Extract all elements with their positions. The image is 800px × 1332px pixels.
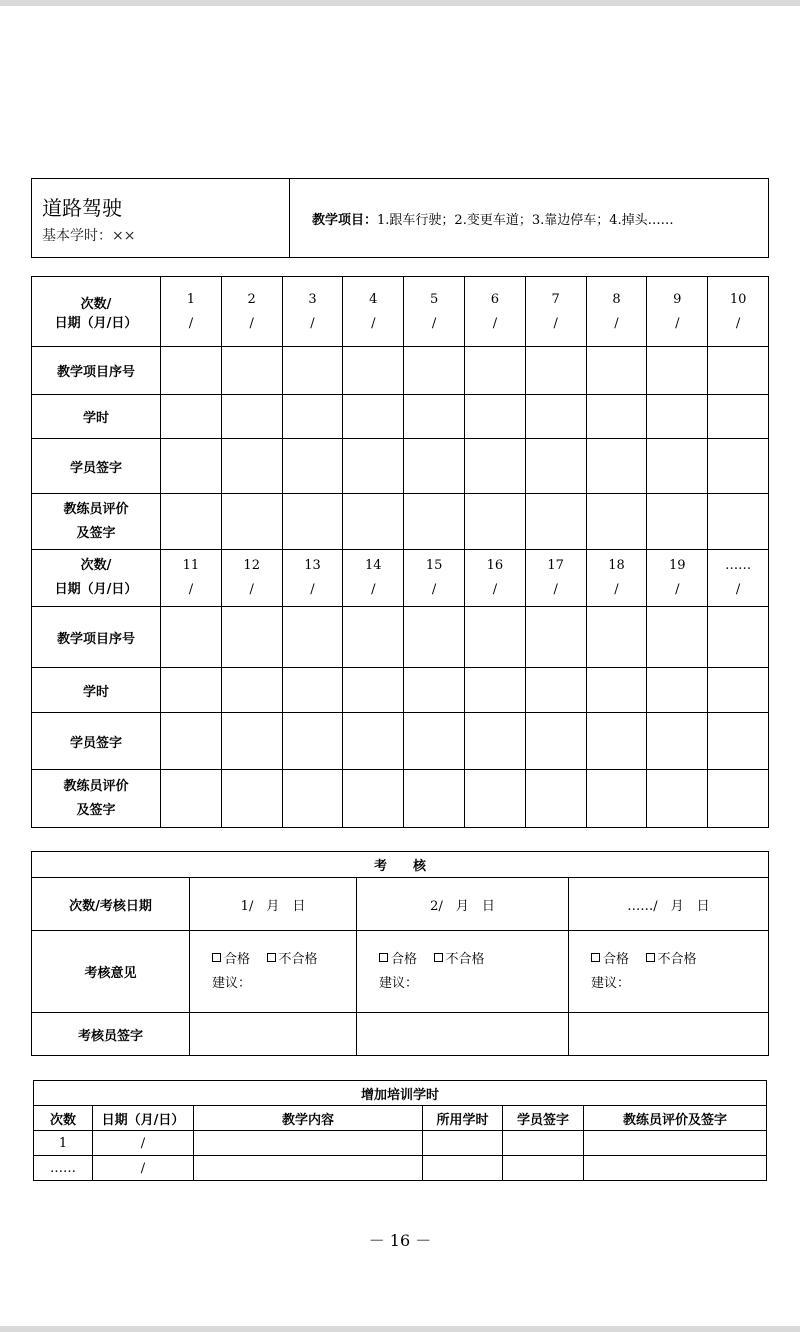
input-cell[interactable]	[647, 395, 708, 439]
input-cell[interactable]	[161, 607, 222, 668]
table-row	[32, 607, 769, 668]
input-cell[interactable]	[404, 607, 465, 668]
input-cell[interactable]	[586, 668, 647, 713]
input-cell[interactable]	[282, 713, 343, 770]
fail-checkbox[interactable]	[267, 953, 276, 962]
input-cell[interactable]	[161, 439, 222, 494]
table-row	[32, 550, 769, 607]
table-row	[32, 347, 769, 395]
table-row	[32, 931, 769, 1013]
session-cell[interactable]: 15 /	[404, 550, 465, 607]
session-cell[interactable]: 1 /	[161, 277, 222, 347]
table-row	[32, 668, 769, 713]
input-cell[interactable]	[282, 770, 343, 828]
input-cell[interactable]	[221, 395, 282, 439]
input-cell[interactable]	[404, 347, 465, 395]
input-cell[interactable]	[708, 607, 769, 668]
advice-label: 建议：	[212, 975, 252, 991]
exam-opinion-cell[interactable]: 合格 不合格 建议：	[190, 931, 357, 1013]
input-cell[interactable]	[586, 713, 647, 770]
advice-label: 建议：	[591, 975, 631, 991]
exam-opinion-label: 考核意见	[32, 931, 190, 1013]
student-sign-label: 学员签字	[32, 439, 161, 494]
exam-table	[31, 851, 769, 1056]
input-cell[interactable]	[221, 347, 282, 395]
input-cell[interactable]	[647, 494, 708, 550]
table-row	[32, 770, 769, 828]
table-row	[32, 277, 769, 347]
input-cell[interactable]	[221, 770, 282, 828]
input-cell[interactable]	[464, 347, 525, 395]
session-cell[interactable]: 6 /	[464, 277, 525, 347]
table-row	[34, 1081, 767, 1106]
exam-date-cell[interactable]: 2/ 月 日	[357, 878, 569, 931]
input-cell[interactable]	[525, 770, 586, 828]
session-cell[interactable]: …… /	[708, 550, 769, 607]
input-cell[interactable]	[584, 1156, 767, 1181]
input-cell[interactable]	[586, 770, 647, 828]
input-cell[interactable]	[464, 668, 525, 713]
advice-label: 建议：	[379, 975, 419, 991]
input-cell[interactable]	[708, 347, 769, 395]
project-label: 教学项目：	[312, 212, 378, 228]
exam-opinion-cell[interactable]: 合格 不合格 建议：	[357, 931, 569, 1013]
session-cell[interactable]: 19 /	[647, 550, 708, 607]
input-cell[interactable]	[647, 607, 708, 668]
input-cell[interactable]	[161, 494, 222, 550]
input-cell[interactable]	[586, 494, 647, 550]
input-cell[interactable]	[525, 668, 586, 713]
input-cell[interactable]	[404, 770, 465, 828]
session-cell[interactable]: 4 /	[343, 277, 404, 347]
input-cell[interactable]	[647, 347, 708, 395]
input-cell[interactable]	[464, 494, 525, 550]
project-items: 1.跟车行驶；2.变更车道；3.靠边停车；4.掉头……	[377, 212, 674, 228]
col-header-content: 教学内容	[194, 1106, 423, 1131]
input-cell[interactable]	[525, 395, 586, 439]
subject-header	[31, 178, 769, 258]
input-cell[interactable]	[569, 1013, 769, 1056]
input-cell[interactable]	[464, 713, 525, 770]
input-cell[interactable]	[282, 607, 343, 668]
input-cell[interactable]	[343, 713, 404, 770]
basic-hours: 基本学时：××	[42, 227, 136, 244]
exam-title: 考 核	[32, 852, 769, 878]
input-cell[interactable]	[708, 494, 769, 550]
col-header-coach-eval: 教练员评价及签字	[584, 1106, 767, 1131]
input-cell[interactable]	[343, 347, 404, 395]
session-cell[interactable]: 10 /	[708, 277, 769, 347]
session-cell[interactable]: 2 /	[221, 277, 282, 347]
session-cell[interactable]: 11 /	[161, 550, 222, 607]
pass-checkbox[interactable]	[591, 953, 600, 962]
input-cell[interactable]	[586, 607, 647, 668]
input-cell[interactable]	[423, 1156, 503, 1181]
subject-title-cell	[32, 179, 290, 258]
input-cell[interactable]	[584, 1131, 767, 1156]
input-cell[interactable]	[404, 439, 465, 494]
session-date-label: 次数/ 日期（月/日）	[32, 277, 161, 347]
input-cell[interactable]	[357, 1013, 569, 1056]
input-cell[interactable]	[343, 770, 404, 828]
input-cell[interactable]	[708, 395, 769, 439]
table-row	[32, 439, 769, 494]
table-row	[32, 395, 769, 439]
input-cell[interactable]	[194, 1156, 423, 1181]
input-cell[interactable]	[221, 668, 282, 713]
col-header-count: 次数	[34, 1106, 93, 1131]
input-cell[interactable]	[503, 1131, 584, 1156]
input-cell[interactable]	[586, 439, 647, 494]
session-cell[interactable]: 14 /	[343, 550, 404, 607]
input-cell[interactable]	[282, 395, 343, 439]
input-cell[interactable]	[647, 668, 708, 713]
extra-training-table	[33, 1080, 767, 1181]
input-cell[interactable]	[343, 668, 404, 713]
schedule-table	[31, 276, 769, 828]
input-cell[interactable]	[525, 439, 586, 494]
input-cell[interactable]	[647, 713, 708, 770]
page-number: － 16 －	[368, 1231, 432, 1250]
student-sign-label: 学员签字	[32, 713, 161, 770]
input-cell[interactable]	[190, 1013, 357, 1056]
table-row	[34, 1156, 767, 1181]
session-cell[interactable]: 16 /	[464, 550, 525, 607]
coach-eval-label: 教练员评价 及签字	[32, 494, 161, 550]
project-cell	[290, 179, 769, 258]
input-cell[interactable]	[708, 668, 769, 713]
session-cell[interactable]: 8 /	[586, 277, 647, 347]
input-cell[interactable]	[464, 439, 525, 494]
fail-checkbox[interactable]	[434, 953, 443, 962]
input-cell[interactable]	[161, 770, 222, 828]
input-cell[interactable]	[586, 347, 647, 395]
extra-title: 增加培训学时	[34, 1081, 767, 1106]
col-header-hours: 所用学时	[423, 1106, 503, 1131]
coach-eval-label: 教练员评价 及签字	[32, 770, 161, 828]
session-cell[interactable]: 9 /	[647, 277, 708, 347]
item-no-label: 教学项目序号	[32, 607, 161, 668]
input-cell[interactable]	[221, 607, 282, 668]
session-cell[interactable]: 7 /	[525, 277, 586, 347]
input-cell[interactable]	[194, 1131, 423, 1156]
table-row	[34, 1106, 767, 1131]
input-cell[interactable]	[221, 439, 282, 494]
input-cell[interactable]	[464, 395, 525, 439]
input-cell[interactable]	[708, 713, 769, 770]
examiner-sign-label: 考核员签字	[32, 1013, 190, 1056]
input-cell[interactable]	[464, 607, 525, 668]
exam-date-cell[interactable]: 1/ 月 日	[190, 878, 357, 931]
count-cell: ……	[34, 1156, 93, 1181]
date-cell[interactable]: /	[93, 1156, 194, 1181]
subject-title: 道路驾驶	[42, 195, 122, 220]
input-cell[interactable]	[503, 1156, 584, 1181]
pass-checkbox[interactable]	[212, 953, 221, 962]
fail-checkbox[interactable]	[646, 953, 655, 962]
hours-label: 学时	[32, 668, 161, 713]
item-no-label: 教学项目序号	[32, 347, 161, 395]
page-top-edge	[0, 0, 800, 6]
page-bottom-edge	[0, 1326, 800, 1332]
col-header-student-sign: 学员签字	[503, 1106, 584, 1131]
table-row	[32, 494, 769, 550]
input-cell[interactable]	[161, 347, 222, 395]
input-cell[interactable]	[343, 607, 404, 668]
table-row	[32, 878, 769, 931]
input-cell[interactable]	[161, 395, 222, 439]
exam-opinion-cell[interactable]: 合格 不合格 建议：	[569, 931, 769, 1013]
input-cell[interactable]	[404, 494, 465, 550]
input-cell[interactable]	[404, 668, 465, 713]
input-cell[interactable]	[708, 439, 769, 494]
exam-date-label: 次数/考核日期	[32, 878, 190, 931]
input-cell[interactable]	[161, 713, 222, 770]
session-cell[interactable]: 13 /	[282, 550, 343, 607]
input-cell[interactable]	[343, 439, 404, 494]
input-cell[interactable]	[525, 713, 586, 770]
input-cell[interactable]	[343, 395, 404, 439]
session-cell[interactable]: 18 /	[586, 550, 647, 607]
session-cell[interactable]: 3 /	[282, 277, 343, 347]
date-cell[interactable]: /	[93, 1131, 194, 1156]
input-cell[interactable]	[282, 439, 343, 494]
count-cell: 1	[34, 1131, 93, 1156]
input-cell[interactable]	[404, 713, 465, 770]
col-header-date: 日期（月/日）	[93, 1106, 194, 1131]
table-row	[32, 852, 769, 878]
input-cell[interactable]	[525, 494, 586, 550]
input-cell[interactable]	[708, 770, 769, 828]
input-cell[interactable]	[525, 607, 586, 668]
session-cell[interactable]: 17 /	[525, 550, 586, 607]
session-date-label: 次数/ 日期（月/日）	[32, 550, 161, 607]
input-cell[interactable]	[464, 770, 525, 828]
input-cell[interactable]	[221, 494, 282, 550]
input-cell[interactable]	[404, 395, 465, 439]
input-cell[interactable]	[525, 347, 586, 395]
pass-checkbox[interactable]	[379, 953, 388, 962]
table-row	[34, 1131, 767, 1156]
input-cell[interactable]	[282, 668, 343, 713]
input-cell[interactable]	[647, 770, 708, 828]
table-row	[32, 1013, 769, 1056]
input-cell[interactable]	[647, 439, 708, 494]
input-cell[interactable]	[221, 713, 282, 770]
table-row	[32, 713, 769, 770]
exam-date-cell[interactable]: ……/ 月 日	[569, 878, 769, 931]
input-cell[interactable]	[282, 494, 343, 550]
input-cell[interactable]	[343, 494, 404, 550]
session-cell[interactable]: 12 /	[221, 550, 282, 607]
session-cell[interactable]: 5 /	[404, 277, 465, 347]
input-cell[interactable]	[282, 347, 343, 395]
input-cell[interactable]	[423, 1131, 503, 1156]
hours-label: 学时	[32, 395, 161, 439]
input-cell[interactable]	[586, 395, 647, 439]
input-cell[interactable]	[161, 668, 222, 713]
